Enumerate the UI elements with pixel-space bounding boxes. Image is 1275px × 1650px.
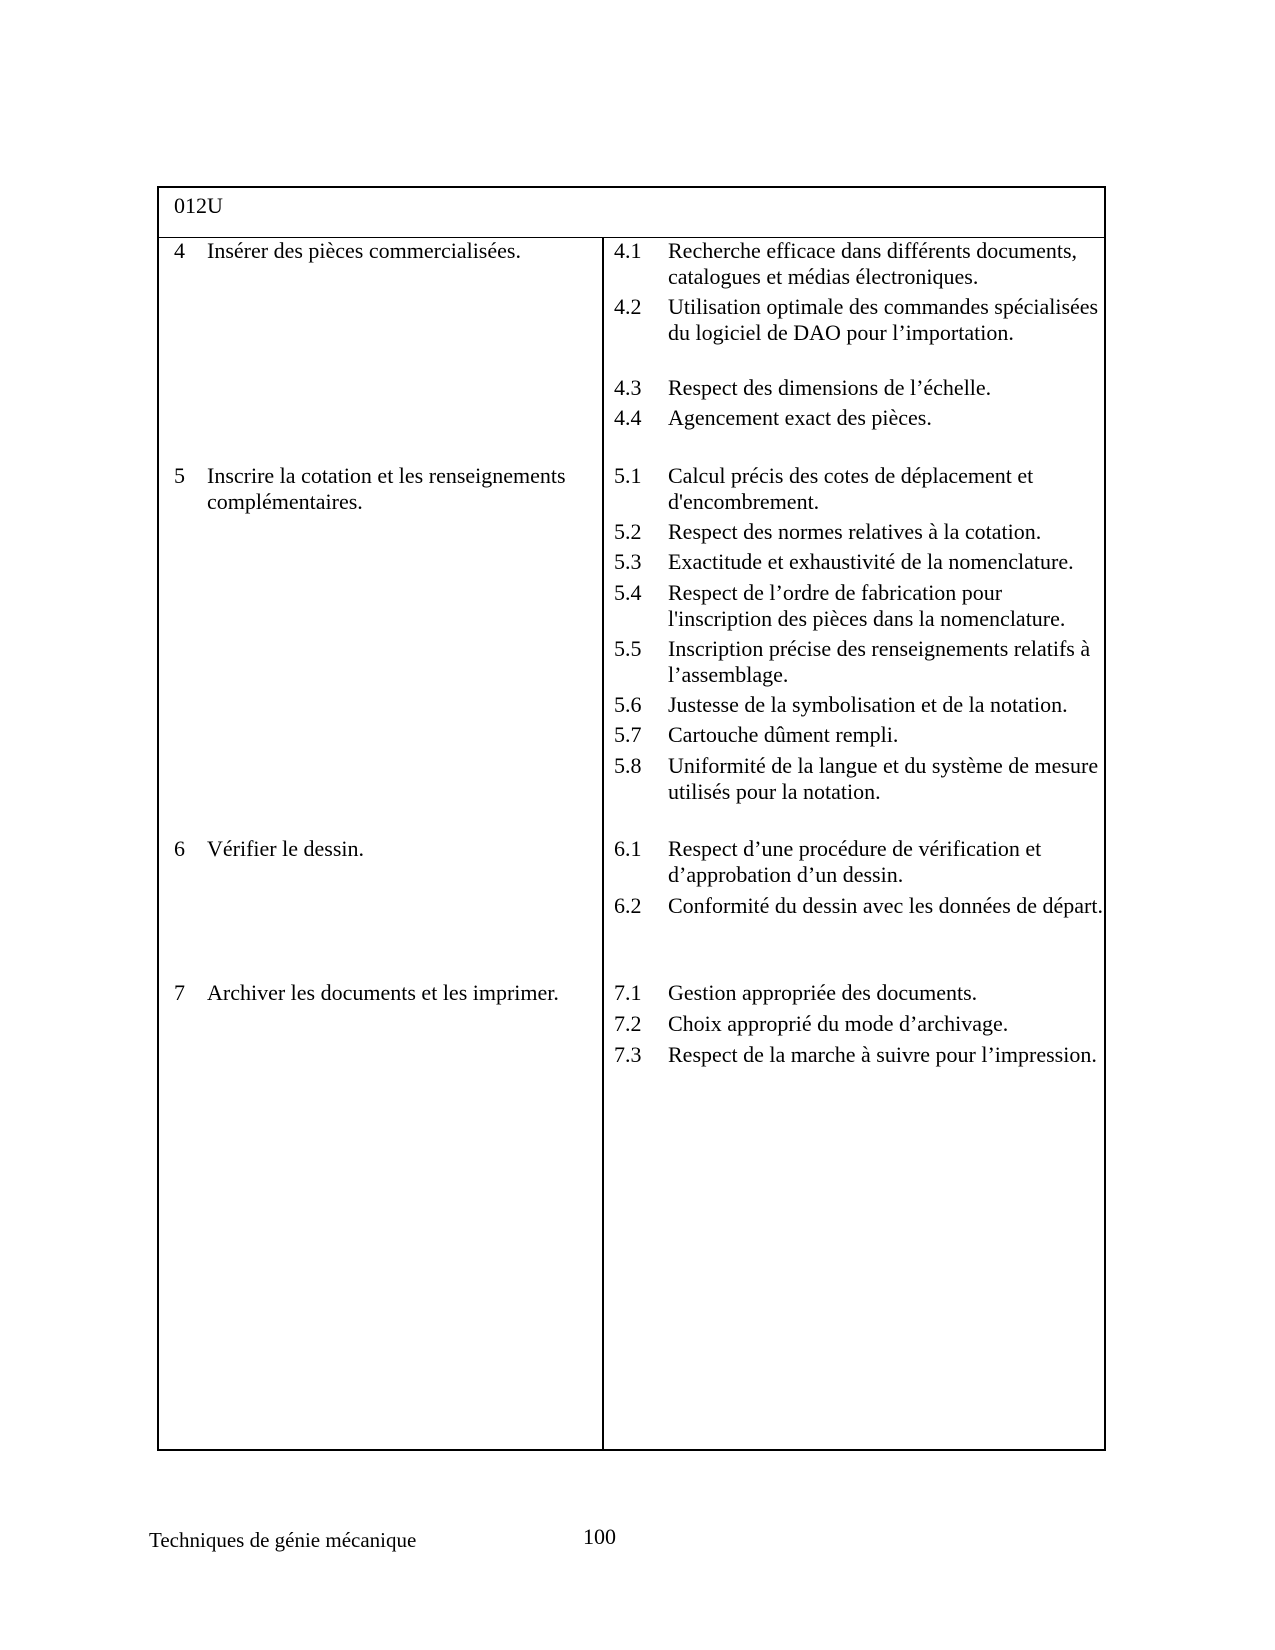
criterion-text: Gestion appropriée des documents.	[668, 980, 978, 1005]
criterion-text: Utilisation optimale des commandes spécialisées du logiciel de DAO pour l’importation.	[668, 294, 1099, 345]
criteria-table	[157, 186, 1106, 1451]
criterion-text: Cartouche dûment rempli.	[668, 722, 899, 747]
criterion-text: Respect d’une procédure de vérification et d’approbation d’un dessin.	[668, 836, 1042, 887]
criterion-text: Agencement exact des pièces.	[668, 405, 932, 430]
element-text: Vérifier le dessin.	[207, 836, 364, 861]
element-text: Inscrire la cotation et les renseignements complémentaires.	[207, 463, 566, 514]
criterion-text: Respect des dimensions de l’échelle.	[668, 375, 992, 400]
criterion-number: 6.2	[614, 893, 642, 918]
criterion-number: 4.3	[614, 375, 642, 400]
criterion-text: Justesse de la symbolisation et de la notation.	[668, 692, 1068, 717]
criterion-number: 6.1	[614, 836, 642, 861]
criterion-number: 4.2	[614, 294, 642, 319]
page-number: 100	[583, 1524, 616, 1549]
criterion-text: Inscription précise des renseignements relatifs à l’assemblage.	[668, 636, 1091, 687]
criterion-text: Respect des normes relatives à la cotation.	[668, 519, 1042, 544]
criterion-text: Uniformité de la langue et du système de mesure utilisés pour la notation.	[668, 753, 1099, 804]
criterion-number: 7.3	[614, 1042, 642, 1067]
criterion-number: 5.4	[614, 580, 642, 605]
criterion-number: 7.2	[614, 1011, 642, 1036]
criterion-text: Conformité du dessin avec les données de départ.	[668, 893, 1103, 918]
criterion-text: Choix approprié du mode d’archivage.	[668, 1011, 1009, 1036]
criterion-number: 4.1	[614, 238, 642, 263]
criterion-text: Exactitude et exhaustivité de la nomenclature.	[668, 549, 1074, 574]
criterion-text: Respect de l’ordre de fabrication pour l'inscription des pièces dans la nomenclature.	[668, 580, 1066, 631]
criterion-text: Calcul précis des cotes de déplacement et d'encombrement.	[668, 463, 1034, 514]
criterion-number: 4.4	[614, 405, 642, 430]
element-number: 7	[174, 980, 185, 1005]
footer-program-title: Techniques de génie mécanique	[149, 1528, 417, 1552]
column-divider	[602, 238, 604, 1451]
code-row	[159, 188, 1104, 238]
criterion-number: 5.7	[614, 722, 642, 747]
element-number: 4	[174, 238, 185, 263]
element-text: Archiver les documents et les imprimer.	[207, 980, 559, 1005]
element-number: 6	[174, 836, 185, 861]
criterion-number: 5.6	[614, 692, 642, 717]
element-number: 5	[174, 463, 185, 488]
competency-code: 012U	[174, 193, 223, 218]
criterion-number: 5.2	[614, 519, 642, 544]
criterion-number: 5.8	[614, 753, 642, 778]
criterion-number: 5.3	[614, 549, 642, 574]
criterion-number: 7.1	[614, 980, 642, 1005]
criterion-number: 5.5	[614, 636, 642, 661]
element-text: Insérer des pièces commercialisées.	[207, 238, 521, 263]
criterion-text: Recherche efficace dans différents documents, catalogues et médias électroniques.	[668, 238, 1078, 289]
criterion-text: Respect de la marche à suivre pour l’impression.	[668, 1042, 1097, 1067]
criterion-number: 5.1	[614, 463, 642, 488]
